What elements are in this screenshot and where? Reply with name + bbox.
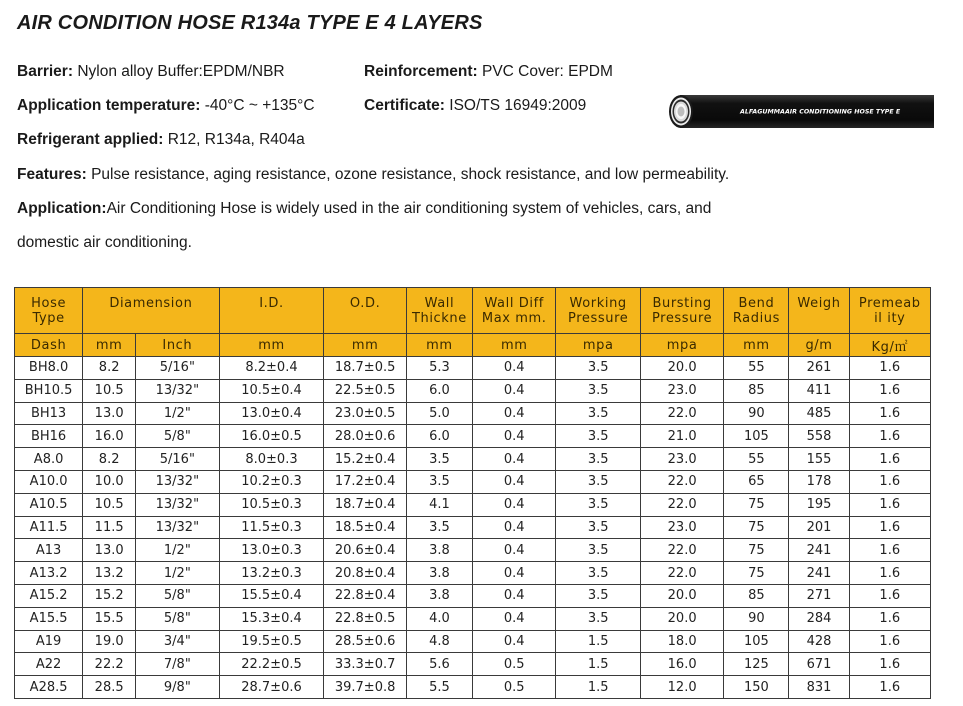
- bursting-pressure-cell: 22.0: [640, 470, 723, 493]
- outer-diameter-cell: 18.7±0.4: [324, 493, 406, 516]
- inner-diameter-cell: 8.2±0.4: [219, 357, 324, 380]
- size-inch-cell: 13/32": [136, 379, 219, 402]
- permeability-cell: 1.6: [849, 357, 930, 380]
- size-inch-cell: 5/16": [136, 357, 219, 380]
- weight-cell: 671: [789, 653, 849, 676]
- wall-thickness-cell: 5.3: [406, 357, 472, 380]
- permeability-cell: 1.6: [849, 630, 930, 653]
- table-row: [15, 448, 931, 471]
- permeability-cell: 1.6: [849, 653, 930, 676]
- header-radius: Radius: [724, 311, 789, 334]
- header-thickne: Thickne: [406, 311, 472, 334]
- size-mm-cell: 19.0: [83, 630, 136, 653]
- weight-cell: 831: [789, 676, 849, 699]
- table-row: [15, 493, 931, 516]
- certificate-label: Certificate:: [364, 97, 445, 114]
- working-pressure-cell: 3.5: [556, 516, 640, 539]
- header-od-cont: [324, 311, 406, 334]
- application-value-line2: domestic air conditioning.: [17, 234, 192, 251]
- permeability-cell: 1.6: [849, 470, 930, 493]
- refrigerant-label: Refrigerant applied:: [17, 131, 164, 148]
- permeability-cell: 1.6: [849, 584, 930, 607]
- size-inch-cell: 1/2": [136, 402, 219, 425]
- weight-cell: 155: [789, 448, 849, 471]
- outer-diameter-cell: 18.7±0.5: [324, 357, 406, 380]
- wall-diff-cell: 0.5: [472, 676, 555, 699]
- weight-cell: 485: [789, 402, 849, 425]
- table-row: [15, 584, 931, 607]
- outer-diameter-cell: 33.3±0.7: [324, 653, 406, 676]
- bursting-pressure-cell: 22.0: [640, 493, 723, 516]
- permeability-cell: 1.6: [849, 607, 930, 630]
- unit-wall-diff-mm: mm: [472, 334, 555, 357]
- working-pressure-cell: 1.5: [556, 630, 640, 653]
- size-mm-cell: 13.0: [83, 539, 136, 562]
- bursting-pressure-cell: 12.0: [640, 676, 723, 699]
- reinforcement-spec: [364, 63, 613, 81]
- temperature-value: -40°C ~ +135°C: [204, 97, 315, 114]
- temperature-spec: [17, 97, 315, 115]
- temperature-label: Application temperature:: [17, 97, 201, 114]
- size-inch-cell: 7/8": [136, 653, 219, 676]
- wall-diff-cell: 0.4: [472, 425, 555, 448]
- header-wall: Wall: [406, 288, 472, 312]
- hose-type-cell: A15.5: [15, 607, 83, 630]
- size-inch-cell: 1/2": [136, 539, 219, 562]
- working-pressure-cell: 3.5: [556, 402, 640, 425]
- size-inch-cell: 13/32": [136, 493, 219, 516]
- wall-thickness-cell: 4.8: [406, 630, 472, 653]
- hose-type-cell: A22: [15, 653, 83, 676]
- header-bursting-pressure: Pressure: [640, 311, 723, 334]
- working-pressure-cell: 3.5: [556, 584, 640, 607]
- inner-diameter-cell: 16.0±0.5: [219, 425, 324, 448]
- wall-diff-cell: 0.4: [472, 470, 555, 493]
- inner-diameter-cell: 10.2±0.3: [219, 470, 324, 493]
- inner-diameter-cell: 10.5±0.4: [219, 379, 324, 402]
- table-units-row: [15, 334, 931, 357]
- outer-diameter-cell: 23.0±0.5: [324, 402, 406, 425]
- table-header-row: [15, 288, 931, 312]
- outer-diameter-cell: 28.0±0.6: [324, 425, 406, 448]
- header-diamension: Diamension: [83, 288, 219, 312]
- outer-diameter-cell: 20.8±0.4: [324, 562, 406, 585]
- outer-diameter-cell: 17.2±0.4: [324, 470, 406, 493]
- permeability-cell: 1.6: [849, 402, 930, 425]
- permeability-cell: 1.6: [849, 676, 930, 699]
- weight-cell: 195: [789, 493, 849, 516]
- size-inch-cell: 3/4": [136, 630, 219, 653]
- table-row: [15, 676, 931, 699]
- working-pressure-cell: 3.5: [556, 448, 640, 471]
- weight-cell: 284: [789, 607, 849, 630]
- barrier-spec: [17, 63, 285, 81]
- header-bursting: Bursting: [640, 288, 723, 312]
- specification-table: [14, 287, 931, 699]
- bursting-pressure-cell: 20.0: [640, 357, 723, 380]
- wall-thickness-cell: 6.0: [406, 425, 472, 448]
- table-row: [15, 516, 931, 539]
- size-inch-cell: 9/8": [136, 676, 219, 699]
- bursting-pressure-cell: 18.0: [640, 630, 723, 653]
- wall-thickness-cell: 3.5: [406, 448, 472, 471]
- header-hose: Hose: [15, 288, 83, 312]
- header-weigh-cont: [789, 311, 849, 334]
- size-mm-cell: 28.5: [83, 676, 136, 699]
- bursting-pressure-cell: 22.0: [640, 402, 723, 425]
- inner-diameter-cell: 19.5±0.5: [219, 630, 324, 653]
- application-value: Air Conditioning Hose is widely used in the air conditioning system of vehicles, cars, and: [106, 200, 712, 217]
- working-pressure-cell: 1.5: [556, 653, 640, 676]
- certificate-value: ISO/TS 16949:2009: [449, 97, 587, 114]
- outer-diameter-cell: 15.2±0.4: [324, 448, 406, 471]
- size-mm-cell: 8.2: [83, 448, 136, 471]
- size-inch-cell: 13/32": [136, 470, 219, 493]
- hose-type-cell: A28.5: [15, 676, 83, 699]
- application-spec: [17, 200, 711, 218]
- hose-type-cell: A13.2: [15, 562, 83, 585]
- bend-radius-cell: 55: [724, 357, 789, 380]
- bursting-pressure-cell: 23.0: [640, 379, 723, 402]
- unit-permeability: Kg/㎡: [849, 334, 930, 357]
- table-row: [15, 402, 931, 425]
- hose-type-cell: A11.5: [15, 516, 83, 539]
- bend-radius-cell: 75: [724, 539, 789, 562]
- unit-od-mm: mm: [324, 334, 406, 357]
- inner-diameter-cell: 15.3±0.4: [219, 607, 324, 630]
- barrier-label: Barrier:: [17, 63, 73, 80]
- bend-radius-cell: 90: [724, 607, 789, 630]
- working-pressure-cell: 3.5: [556, 379, 640, 402]
- weight-cell: 411: [789, 379, 849, 402]
- size-mm-cell: 13.2: [83, 562, 136, 585]
- unit-weight-gm: g/m: [789, 334, 849, 357]
- size-mm-cell: 15.5: [83, 607, 136, 630]
- page-title: AIR CONDITION HOSE R134a TYPE E 4 LAYERS: [17, 12, 483, 34]
- permeability-cell: 1.6: [849, 562, 930, 585]
- working-pressure-cell: 3.5: [556, 425, 640, 448]
- header-premeab: Premeab: [849, 288, 930, 312]
- permeability-cell: 1.6: [849, 379, 930, 402]
- wall-diff-cell: 0.4: [472, 562, 555, 585]
- size-inch-cell: 5/8": [136, 584, 219, 607]
- bursting-pressure-cell: 20.0: [640, 607, 723, 630]
- wall-thickness-cell: 4.1: [406, 493, 472, 516]
- hose-type-cell: A8.0: [15, 448, 83, 471]
- features-value: Pulse resistance, aging resistance, ozone resistance, shock resistance, and low permeability.: [91, 166, 730, 183]
- certificate-spec: [364, 97, 586, 115]
- header-wall-diff: Wall Diff: [472, 288, 555, 312]
- unit-wall-mm: mm: [406, 334, 472, 357]
- bend-radius-cell: 55: [724, 448, 789, 471]
- wall-diff-cell: 0.4: [472, 493, 555, 516]
- bend-radius-cell: 65: [724, 470, 789, 493]
- header-id-cont: [219, 311, 324, 334]
- wall-diff-cell: 0.4: [472, 539, 555, 562]
- size-mm-cell: 13.0: [83, 402, 136, 425]
- header-working: Working: [556, 288, 640, 312]
- wall-thickness-cell: 3.8: [406, 584, 472, 607]
- header-working-pressure: Pressure: [556, 311, 640, 334]
- header-weigh: Weigh: [789, 288, 849, 312]
- size-mm-cell: 22.2: [83, 653, 136, 676]
- wall-thickness-cell: 5.0: [406, 402, 472, 425]
- table-row: [15, 607, 931, 630]
- permeability-cell: 1.6: [849, 539, 930, 562]
- inner-diameter-cell: 13.0±0.4: [219, 402, 324, 425]
- table-header-row-2: [15, 311, 931, 334]
- reinforcement-value: PVC Cover: EPDM: [482, 63, 613, 80]
- hose-type-cell: BH8.0: [15, 357, 83, 380]
- working-pressure-cell: 3.5: [556, 357, 640, 380]
- inner-diameter-cell: 22.2±0.5: [219, 653, 324, 676]
- header-id: I.D.: [219, 288, 324, 312]
- bend-radius-cell: 105: [724, 425, 789, 448]
- permeability-cell: 1.6: [849, 425, 930, 448]
- outer-diameter-cell: 20.6±0.4: [324, 539, 406, 562]
- features-spec: [17, 166, 729, 184]
- header-bend: Bend: [724, 288, 789, 312]
- wall-diff-cell: 0.4: [472, 379, 555, 402]
- working-pressure-cell: 3.5: [556, 539, 640, 562]
- barrier-value: Nylon alloy Buffer:EPDM/NBR: [77, 63, 285, 80]
- unit-bend-mm: mm: [724, 334, 789, 357]
- wall-diff-cell: 0.4: [472, 584, 555, 607]
- working-pressure-cell: 3.5: [556, 562, 640, 585]
- inner-diameter-cell: 8.0±0.3: [219, 448, 324, 471]
- bend-radius-cell: 75: [724, 562, 789, 585]
- refrigerant-spec: [17, 131, 305, 149]
- unit-dash: Dash: [15, 334, 83, 357]
- size-mm-cell: 11.5: [83, 516, 136, 539]
- weight-cell: 428: [789, 630, 849, 653]
- hose-brand-text: ALFAGUMMA: [740, 108, 785, 116]
- hose-type-cell: A10.0: [15, 470, 83, 493]
- wall-thickness-cell: 6.0: [406, 379, 472, 402]
- bursting-pressure-cell: 22.0: [640, 562, 723, 585]
- bend-radius-cell: 125: [724, 653, 789, 676]
- table-row: [15, 379, 931, 402]
- hose-type-cell: A19: [15, 630, 83, 653]
- weight-cell: 558: [789, 425, 849, 448]
- wall-thickness-cell: 3.5: [406, 516, 472, 539]
- hose-type-cell: A10.5: [15, 493, 83, 516]
- bursting-pressure-cell: 20.0: [640, 584, 723, 607]
- table-row: [15, 630, 931, 653]
- wall-diff-cell: 0.4: [472, 402, 555, 425]
- hose-type-cell: BH16: [15, 425, 83, 448]
- features-label: Features:: [17, 166, 87, 183]
- weight-cell: 271: [789, 584, 849, 607]
- hose-type-cell: A15.2: [15, 584, 83, 607]
- wall-diff-cell: 0.4: [472, 516, 555, 539]
- bend-radius-cell: 85: [724, 584, 789, 607]
- weight-cell: 261: [789, 357, 849, 380]
- inner-diameter-cell: 13.0±0.3: [219, 539, 324, 562]
- hose-type-text: AIR CONDITIONING HOSE TYPE E: [784, 108, 901, 116]
- table-body: [15, 357, 931, 699]
- hose-product-image: [662, 93, 934, 130]
- outer-diameter-cell: 39.7±0.8: [324, 676, 406, 699]
- bend-radius-cell: 85: [724, 379, 789, 402]
- size-mm-cell: 8.2: [83, 357, 136, 380]
- outer-diameter-cell: 28.5±0.6: [324, 630, 406, 653]
- inner-diameter-cell: 11.5±0.3: [219, 516, 324, 539]
- wall-diff-cell: 0.4: [472, 357, 555, 380]
- wall-diff-cell: 0.4: [472, 630, 555, 653]
- wall-diff-cell: 0.4: [472, 607, 555, 630]
- inner-diameter-cell: 10.5±0.3: [219, 493, 324, 516]
- unit-mm: mm: [83, 334, 136, 357]
- weight-cell: 241: [789, 539, 849, 562]
- hose-type-cell: BH10.5: [15, 379, 83, 402]
- inner-diameter-cell: 15.5±0.4: [219, 584, 324, 607]
- application-label: Application:: [17, 200, 107, 217]
- unit-inch: Inch: [136, 334, 219, 357]
- size-inch-cell: 1/2": [136, 562, 219, 585]
- unit-working-mpa: mpa: [556, 334, 640, 357]
- header-max-mm: Max mm.: [472, 311, 555, 334]
- working-pressure-cell: 3.5: [556, 607, 640, 630]
- size-mm-cell: 10.0: [83, 470, 136, 493]
- size-mm-cell: 10.5: [83, 379, 136, 402]
- size-inch-cell: 13/32": [136, 516, 219, 539]
- wall-diff-cell: 0.4: [472, 448, 555, 471]
- size-mm-cell: 10.5: [83, 493, 136, 516]
- table-row: [15, 562, 931, 585]
- refrigerant-value: R12, R134a, R404a: [167, 131, 305, 148]
- bursting-pressure-cell: 23.0: [640, 516, 723, 539]
- application-spec-continued: [17, 234, 192, 252]
- bursting-pressure-cell: 23.0: [640, 448, 723, 471]
- bend-radius-cell: 105: [724, 630, 789, 653]
- wall-thickness-cell: 5.5: [406, 676, 472, 699]
- bend-radius-cell: 75: [724, 493, 789, 516]
- working-pressure-cell: 3.5: [556, 493, 640, 516]
- header-od: O.D.: [324, 288, 406, 312]
- wall-thickness-cell: 3.8: [406, 539, 472, 562]
- header-type: Type: [15, 311, 83, 334]
- outer-diameter-cell: 22.8±0.5: [324, 607, 406, 630]
- size-inch-cell: 5/8": [136, 425, 219, 448]
- reinforcement-label: Reinforcement:: [364, 63, 478, 80]
- size-mm-cell: 16.0: [83, 425, 136, 448]
- bend-radius-cell: 75: [724, 516, 789, 539]
- bend-radius-cell: 90: [724, 402, 789, 425]
- header-premeab-cont: il ity: [849, 311, 930, 334]
- inner-diameter-cell: 13.2±0.3: [219, 562, 324, 585]
- table-row: [15, 653, 931, 676]
- working-pressure-cell: 1.5: [556, 676, 640, 699]
- outer-diameter-cell: 22.5±0.5: [324, 379, 406, 402]
- wall-thickness-cell: 3.8: [406, 562, 472, 585]
- bend-radius-cell: 150: [724, 676, 789, 699]
- wall-thickness-cell: 3.5: [406, 470, 472, 493]
- size-inch-cell: 5/8": [136, 607, 219, 630]
- outer-diameter-cell: 18.5±0.4: [324, 516, 406, 539]
- header-diamension-cont: [83, 311, 219, 334]
- weight-cell: 201: [789, 516, 849, 539]
- working-pressure-cell: 3.5: [556, 470, 640, 493]
- hose-type-cell: A13: [15, 539, 83, 562]
- bursting-pressure-cell: 21.0: [640, 425, 723, 448]
- size-mm-cell: 15.2: [83, 584, 136, 607]
- table-row: [15, 357, 931, 380]
- weight-cell: 241: [789, 562, 849, 585]
- unit-id-mm: mm: [219, 334, 324, 357]
- hose-type-cell: BH13: [15, 402, 83, 425]
- bursting-pressure-cell: 22.0: [640, 539, 723, 562]
- inner-diameter-cell: 28.7±0.6: [219, 676, 324, 699]
- table-row: [15, 539, 931, 562]
- permeability-cell: 1.6: [849, 448, 930, 471]
- permeability-cell: 1.6: [849, 493, 930, 516]
- weight-cell: 178: [789, 470, 849, 493]
- bursting-pressure-cell: 16.0: [640, 653, 723, 676]
- permeability-cell: 1.6: [849, 516, 930, 539]
- wall-thickness-cell: 4.0: [406, 607, 472, 630]
- table-row: [15, 425, 931, 448]
- size-inch-cell: 5/16": [136, 448, 219, 471]
- wall-diff-cell: 0.5: [472, 653, 555, 676]
- unit-bursting-mpa: mpa: [640, 334, 723, 357]
- wall-thickness-cell: 5.6: [406, 653, 472, 676]
- outer-diameter-cell: 22.8±0.4: [324, 584, 406, 607]
- hose-print-text: [739, 109, 901, 116]
- table-row: [15, 470, 931, 493]
